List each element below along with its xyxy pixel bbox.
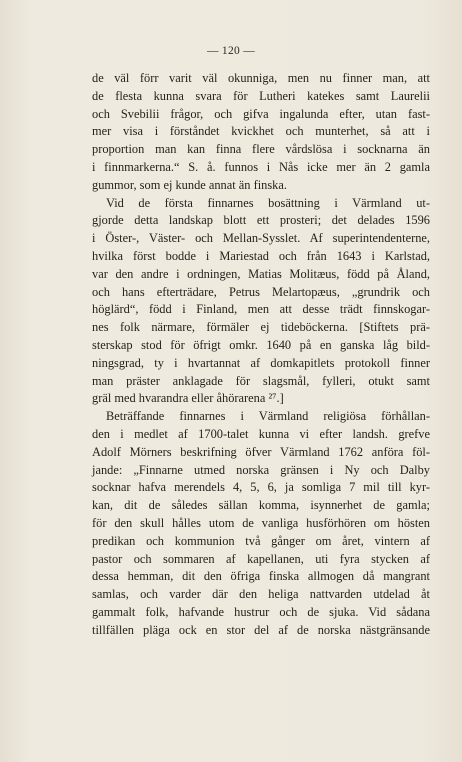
text-line: gammalt folk, hafvande hustrur och de sjuka. Vid sådana bbox=[92, 604, 430, 619]
text-line: tillfällen pläga ock en stor del af de norska nästgränsande bbox=[92, 622, 430, 637]
text-line: för den skull hålles utom de vanliga husförhören om hösten bbox=[92, 515, 430, 530]
text-line: kan, dit de således sällan komma, isynnerhet de gamla; bbox=[92, 498, 430, 513]
text-line: i Öster-, Väster- och Mellan-Sysslet. Af superintendenterne, bbox=[92, 231, 430, 246]
text-line: pastor och sommaren af kapellanen, uti fyra stycken af bbox=[92, 551, 430, 566]
body-text bbox=[92, 70, 430, 640]
page-number-header: — 120 — bbox=[206, 45, 256, 57]
text-line: hvilka först bodde i Mariestad och från 1643 i Karlstad, bbox=[92, 248, 430, 263]
text-line: den i medlet af 1700-talet kunna vi efter landsh. grefve bbox=[92, 426, 430, 441]
text-line: jande: „Finnarne utmed norska gränsen i Ny och Dalby bbox=[92, 462, 430, 477]
text-line: de väl förr varit väl okunniga, men nu finner man, att bbox=[92, 71, 430, 85]
text-line: och hans efterträdare, Petrus Melartopæus, „grundrik och bbox=[92, 284, 430, 299]
text-line: var den andre i ordningen, Matias Molitæus, född på Åland, bbox=[92, 266, 430, 281]
text-line: nes folk närmare, förmäler ej tideböckerna. [Stiftets prä- bbox=[92, 320, 430, 335]
text-line: proportion man kan finna flere vårdslösa i socknarna än bbox=[92, 142, 430, 157]
text-line: sterskap stod för öfrigt omkr. 1640 på en ganska låg bild- bbox=[92, 337, 430, 352]
text-line: Beträffande finnarnes i Värmland religiösa förhållan- bbox=[106, 409, 430, 424]
text-line: i finnmarkerna.“ S. å. funnos i Nås icke mer än 2 gamla bbox=[92, 159, 430, 174]
text-line: mer visa i förståndet kvickhet och munterhet, så att i bbox=[92, 124, 430, 139]
text-line: höglärd“, född i Finland, men att desse trädt finnskogar- bbox=[92, 302, 430, 317]
text-line: de flesta kunna svara för Lutheri katekes samt Laurelii bbox=[92, 88, 430, 103]
text-line: Adolf Mörners beskrifning öfver Värmland 1762 anföra föl- bbox=[92, 444, 430, 459]
text-line: man präster anklagade för slagsmål, fylleri, otukt samt bbox=[92, 373, 430, 388]
text-line: predikan och kommunion två gånger om året, vintern af bbox=[92, 533, 430, 548]
text-line: socknar hafva merendels 4, 5, 6, ja somliga 7 mil till kyr- bbox=[92, 480, 430, 495]
text-line: ningsgrad, ty i hvartannat af domkapitlets protokoll finner bbox=[92, 355, 430, 370]
text-line: dessa hemman, dit den öfriga finska allmogen då mangrant bbox=[92, 569, 430, 584]
text-line: gjorde detta landskap blott ett prosteri; det delades 1596 bbox=[92, 213, 430, 228]
text-line: gräl med hvarandra eller åhörarena ²⁷.] bbox=[92, 391, 284, 406]
text-line: samlas, och varder där den heliga nattvarden utdelad åt bbox=[92, 587, 430, 602]
text-line: Vid de första finnarnes bosättning i Värmland ut- bbox=[106, 195, 430, 210]
text-line: och Svebilii frågor, och gifva ingalunda efter, utan fast- bbox=[92, 106, 430, 121]
text-line: gummor, som ej kunde annat än finska. bbox=[92, 177, 287, 192]
